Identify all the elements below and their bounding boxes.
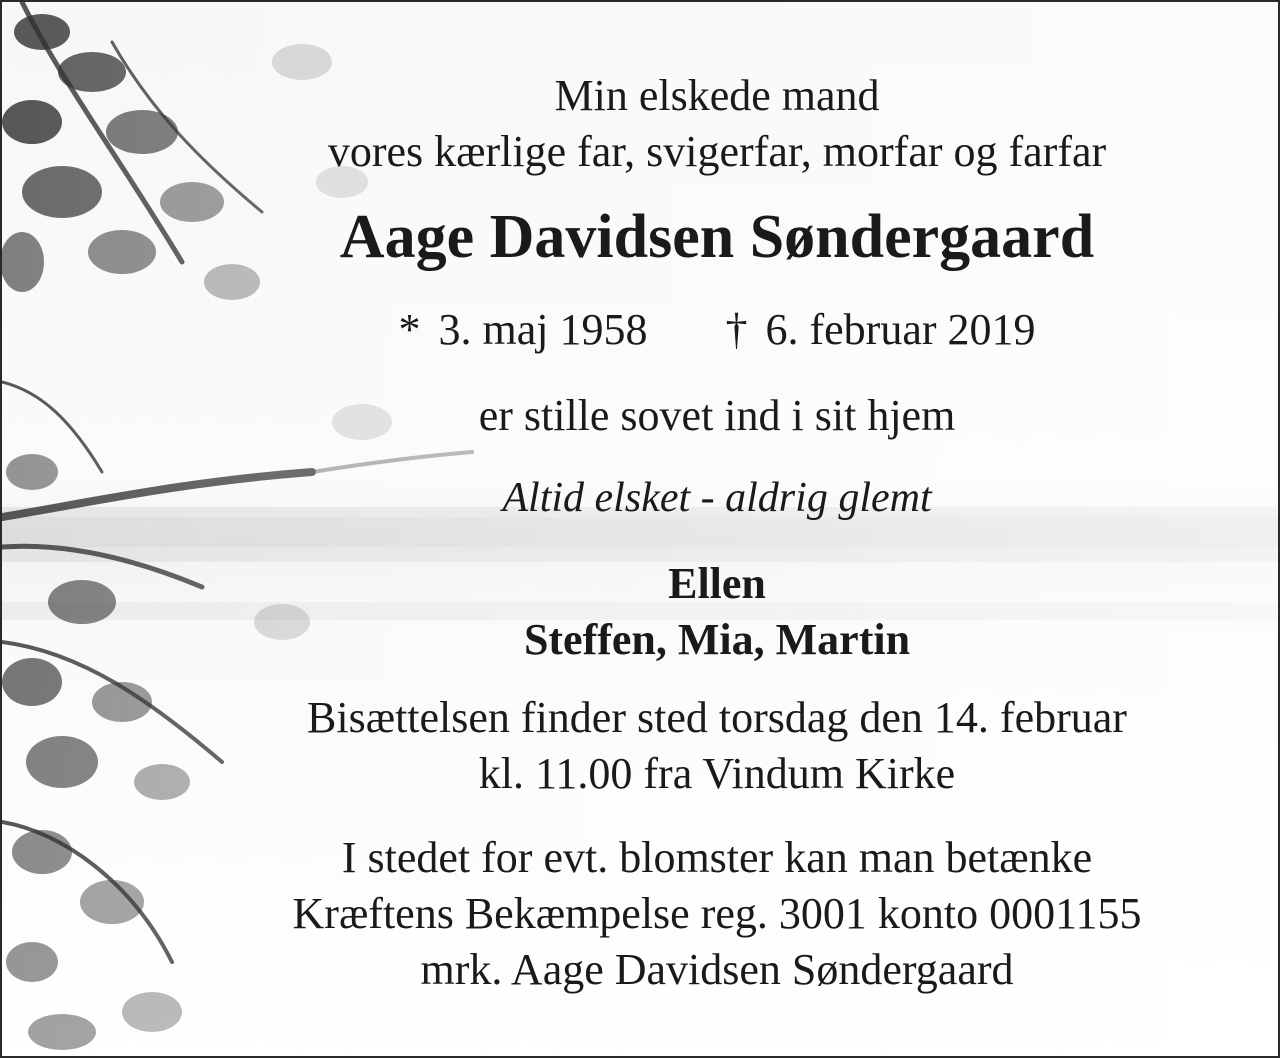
passing-message: er stille sovet ind i sit hjem [478, 391, 956, 440]
family-line-2: Steffen, Mia, Martin [523, 615, 911, 664]
death-date: 6. februar 2019 [765, 305, 1036, 354]
donation-line-1: I stedet for evt. blomster kan man betænke [341, 833, 1093, 882]
intro-line-2: vores kærlige far, svigerfar, morfar og farfar [327, 127, 1107, 176]
birth-symbol: * [398, 305, 421, 354]
funeral-line-1: Bisættelsen finder sted torsdag den 14. februar [307, 693, 1127, 742]
motto: Altid elsket - aldrig glemt [502, 475, 932, 521]
donation-line-3: mrk. Aage Davidsen Søndergaard [420, 945, 1014, 994]
life-dates [202, 304, 1232, 355]
birth-date: 3. maj 1958 [438, 305, 648, 354]
family-line-1: Ellen [668, 559, 766, 608]
death-symbol: † [725, 305, 748, 354]
funeral-line-2: kl. 11.00 fra Vindum Kirke [478, 749, 956, 798]
intro-line-1: Min elskede mand [554, 71, 880, 120]
deceased-name: Aage Davidsen Søndergaard [339, 203, 1095, 271]
donation-line-2: Kræftens Bekæmpelse reg. 3001 konto 0001155 [292, 889, 1142, 938]
